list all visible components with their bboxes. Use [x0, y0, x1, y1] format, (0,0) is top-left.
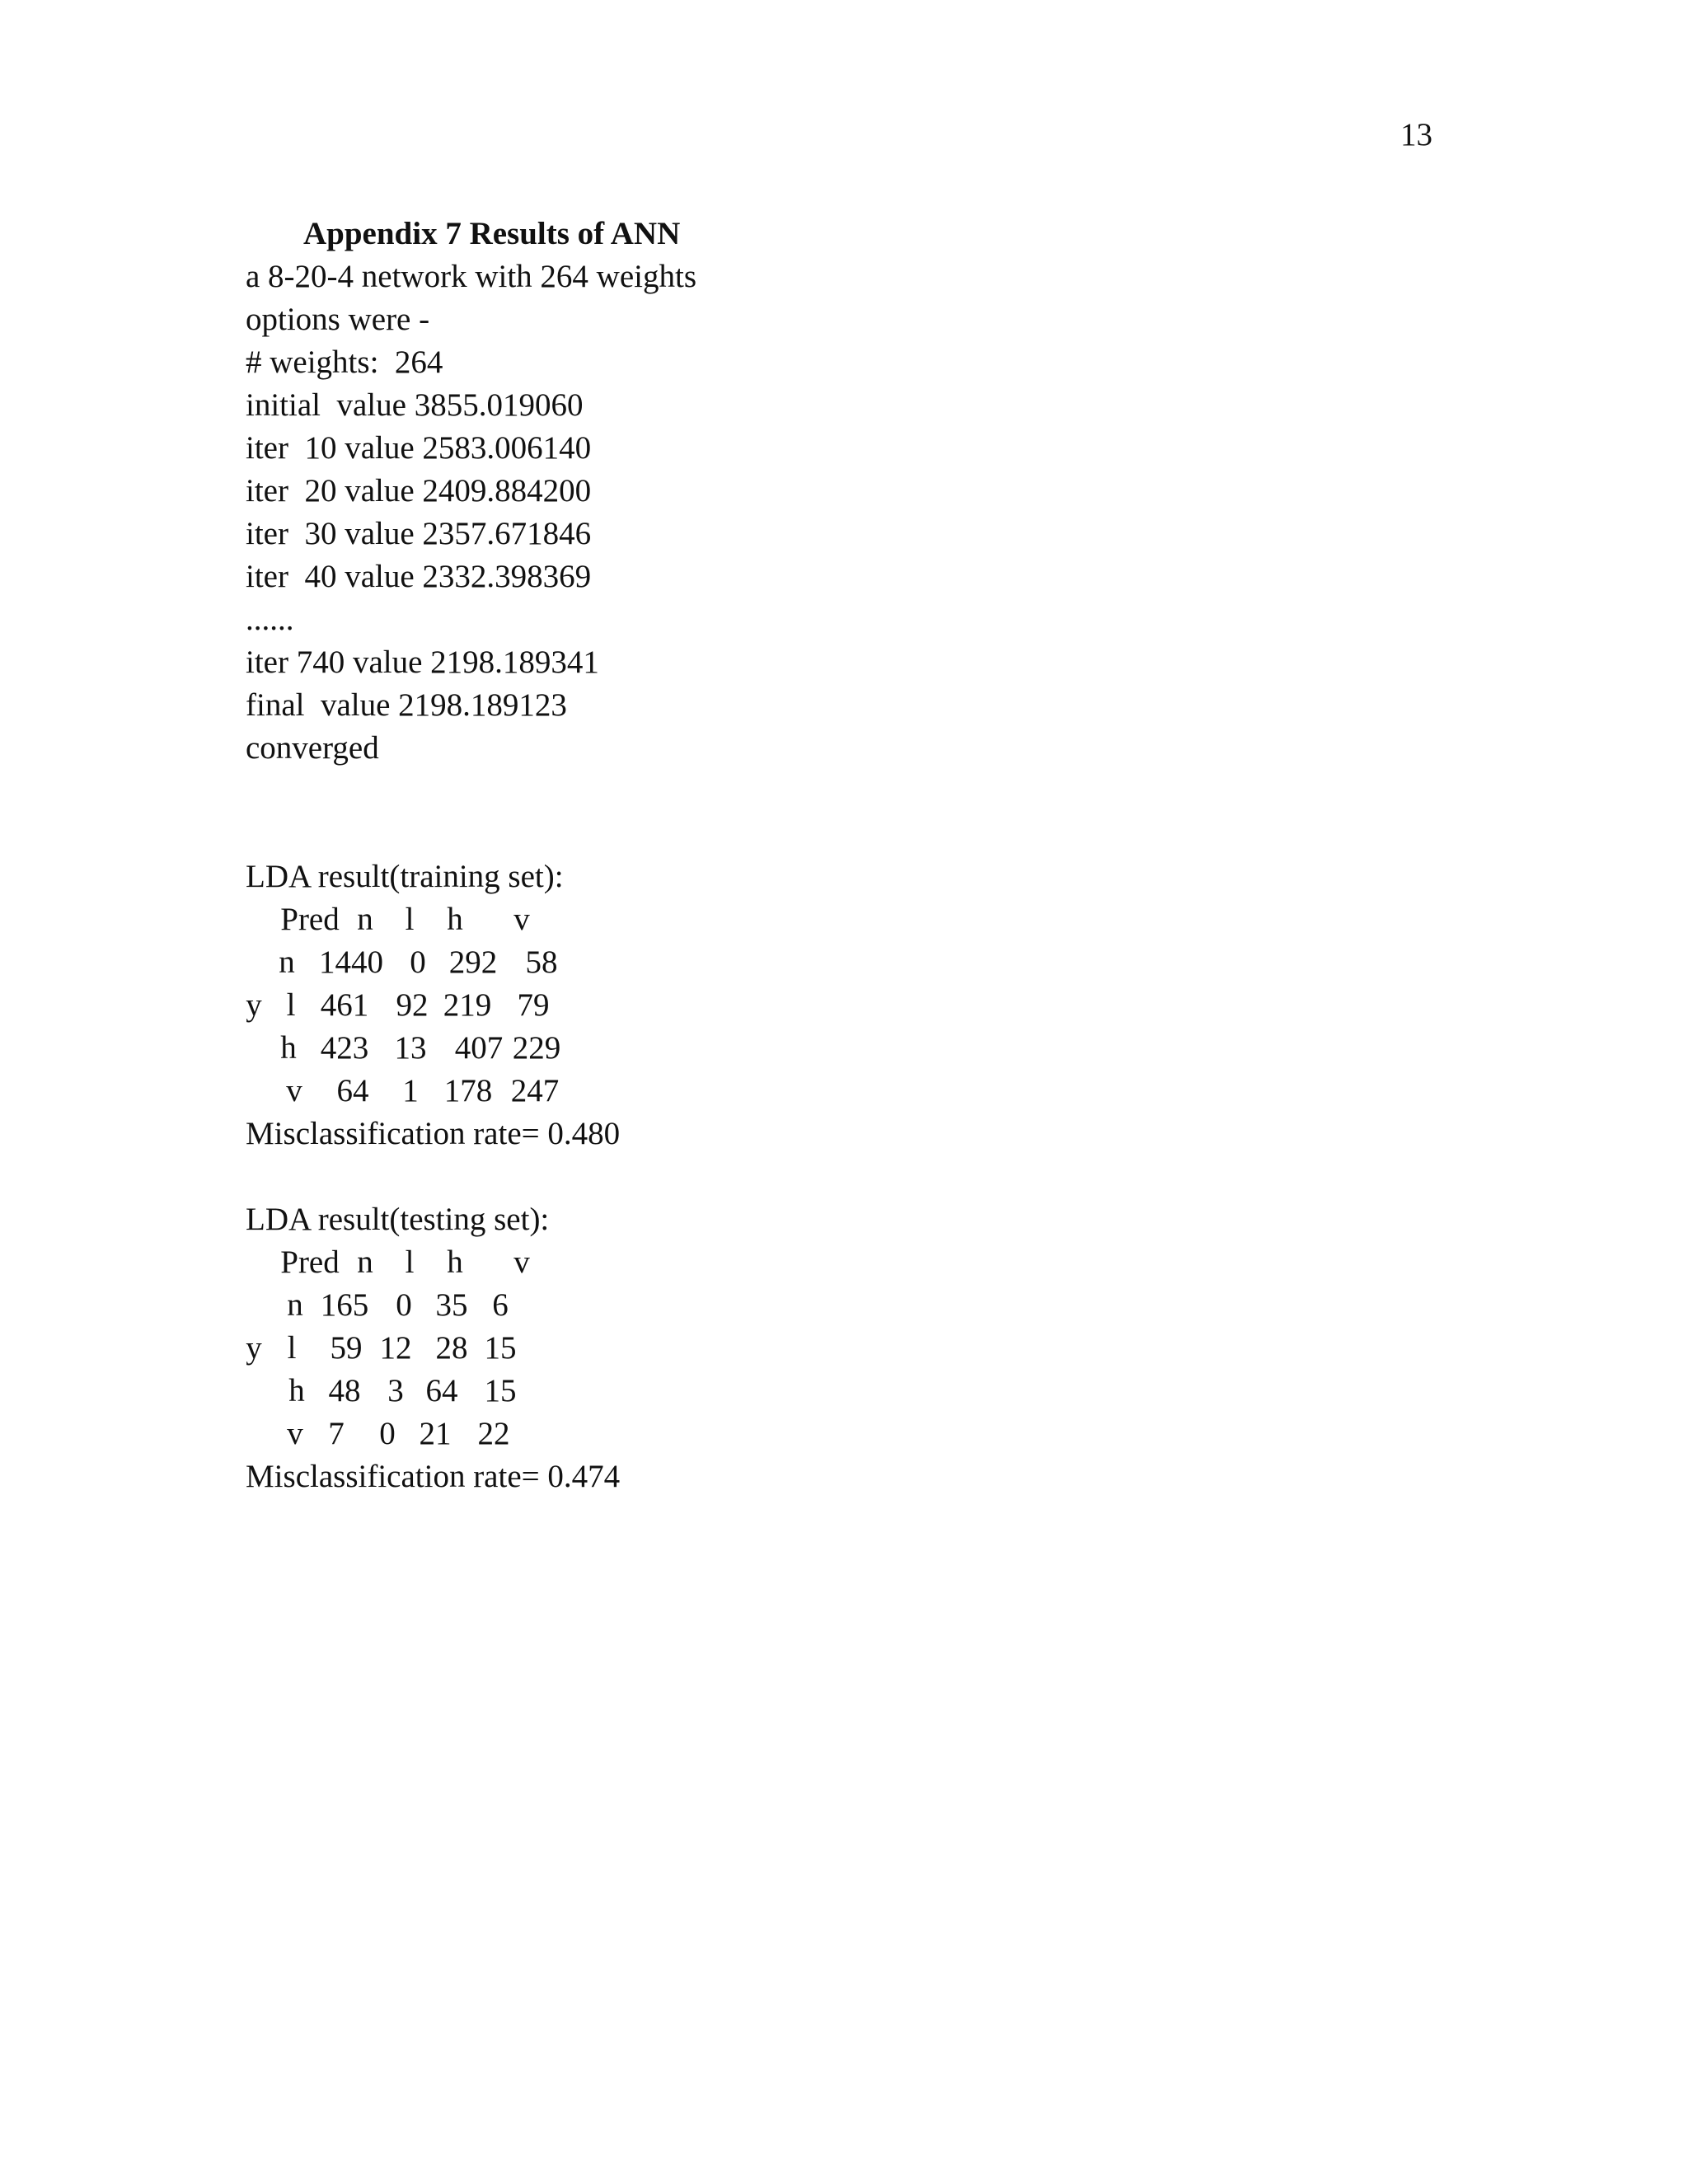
training-cell: 423 — [320, 1030, 369, 1066]
testing-cell: 22 — [477, 1416, 510, 1451]
testing-axis-label: y — [246, 1330, 262, 1366]
testing-cell: 28 — [435, 1330, 468, 1366]
testing-row-label: n — [287, 1287, 303, 1323]
ann-output-line: converged — [246, 730, 379, 766]
ann-output-line: iter 30 value 2357.671846 — [246, 516, 592, 551]
ann-output-line: a 8-20-4 network with 264 weights — [246, 259, 696, 294]
training-cell: 58 — [525, 944, 558, 980]
training-cell: 1440 — [319, 944, 383, 980]
page-number: 13 — [1400, 117, 1432, 152]
testing-row-h — [246, 1370, 1400, 1413]
training-cell: 229 — [512, 1030, 561, 1066]
testing-misclassification-rate: Misclassification rate= 0.474 — [246, 1459, 621, 1494]
training-cell: 292 — [448, 944, 498, 980]
testing-cell: 0 — [396, 1287, 412, 1323]
ann-output-line: # weights: 264 — [246, 344, 443, 380]
testing-row-label: l — [287, 1330, 297, 1366]
training-header-h: h — [447, 902, 463, 937]
training-cell: 92 — [396, 987, 429, 1023]
appendix-content — [246, 213, 1400, 1498]
ann-output-line: iter 20 value 2409.884200 — [246, 473, 592, 509]
ann-output-block — [246, 255, 1400, 770]
testing-cell: 21 — [419, 1416, 452, 1451]
training-header-n: n — [357, 902, 373, 937]
training-cell: 0 — [410, 944, 426, 980]
training-cell: 461 — [320, 987, 369, 1023]
training-row-h — [246, 1027, 1400, 1070]
training-header-pred: Pred — [280, 902, 340, 937]
training-row-n — [246, 941, 1400, 984]
training-cell: 64 — [336, 1073, 369, 1108]
testing-header-n: n — [357, 1244, 373, 1280]
training-row-label: h — [280, 1030, 297, 1066]
testing-header-h: h — [447, 1244, 463, 1280]
training-cell: 1 — [402, 1073, 419, 1108]
testing-cell: 7 — [328, 1416, 345, 1451]
training-row-v — [246, 1070, 1400, 1113]
ann-output-line: options were - — [246, 302, 430, 337]
testing-cell: 35 — [435, 1287, 468, 1323]
training-misclassification-rate: Misclassification rate= 0.480 — [246, 1116, 621, 1151]
training-row-l — [246, 984, 1400, 1027]
testing-cell: 15 — [484, 1373, 517, 1408]
testing-heading: LDA result(testing set): — [246, 1202, 550, 1237]
testing-cell: 15 — [484, 1330, 517, 1366]
training-header-row — [246, 898, 1400, 941]
testing-cell: 165 — [320, 1287, 369, 1323]
ann-output-line: iter 740 value 2198.189341 — [246, 644, 599, 680]
training-cell: 247 — [510, 1073, 560, 1108]
testing-header-pred: Pred — [280, 1244, 340, 1280]
testing-cell: 6 — [492, 1287, 509, 1323]
training-cell: 219 — [443, 987, 492, 1023]
training-row-label: l — [286, 987, 296, 1023]
training-header-l: l — [405, 902, 415, 937]
training-cell: 13 — [394, 1030, 427, 1066]
testing-row-v — [246, 1413, 1400, 1455]
testing-results — [246, 1198, 1400, 1498]
testing-cell: 64 — [425, 1373, 458, 1408]
testing-header-row — [246, 1241, 1400, 1284]
ann-output-line: initial value 3855.019060 — [246, 387, 584, 423]
testing-cell: 59 — [330, 1330, 363, 1366]
testing-header-l: l — [405, 1244, 415, 1280]
ann-output-line: ...... — [246, 602, 294, 637]
training-heading: LDA result(training set): — [246, 859, 564, 894]
testing-row-l — [246, 1327, 1400, 1370]
training-cell: 79 — [517, 987, 550, 1023]
testing-row-n — [246, 1284, 1400, 1327]
testing-cell: 0 — [379, 1416, 396, 1451]
training-cell: 178 — [443, 1073, 493, 1108]
testing-cell: 3 — [387, 1373, 404, 1408]
ann-output-line: iter 40 value 2332.398369 — [246, 559, 592, 594]
training-axis-label: y — [246, 987, 262, 1023]
training-row-label: v — [286, 1073, 302, 1108]
testing-row-label: h — [288, 1373, 305, 1408]
ann-output-line: iter 10 value 2583.006140 — [246, 430, 592, 466]
training-row-label: n — [279, 944, 295, 980]
testing-row-label: v — [287, 1416, 303, 1451]
training-header-v: v — [513, 902, 530, 937]
testing-header-v: v — [513, 1244, 530, 1280]
appendix-title: Appendix 7 Results of ANN — [303, 216, 681, 251]
ann-output-line: final value 2198.189123 — [246, 687, 567, 723]
training-cell: 407 — [454, 1030, 504, 1066]
training-results — [246, 855, 1400, 1155]
testing-cell: 48 — [328, 1373, 361, 1408]
testing-cell: 12 — [379, 1330, 412, 1366]
